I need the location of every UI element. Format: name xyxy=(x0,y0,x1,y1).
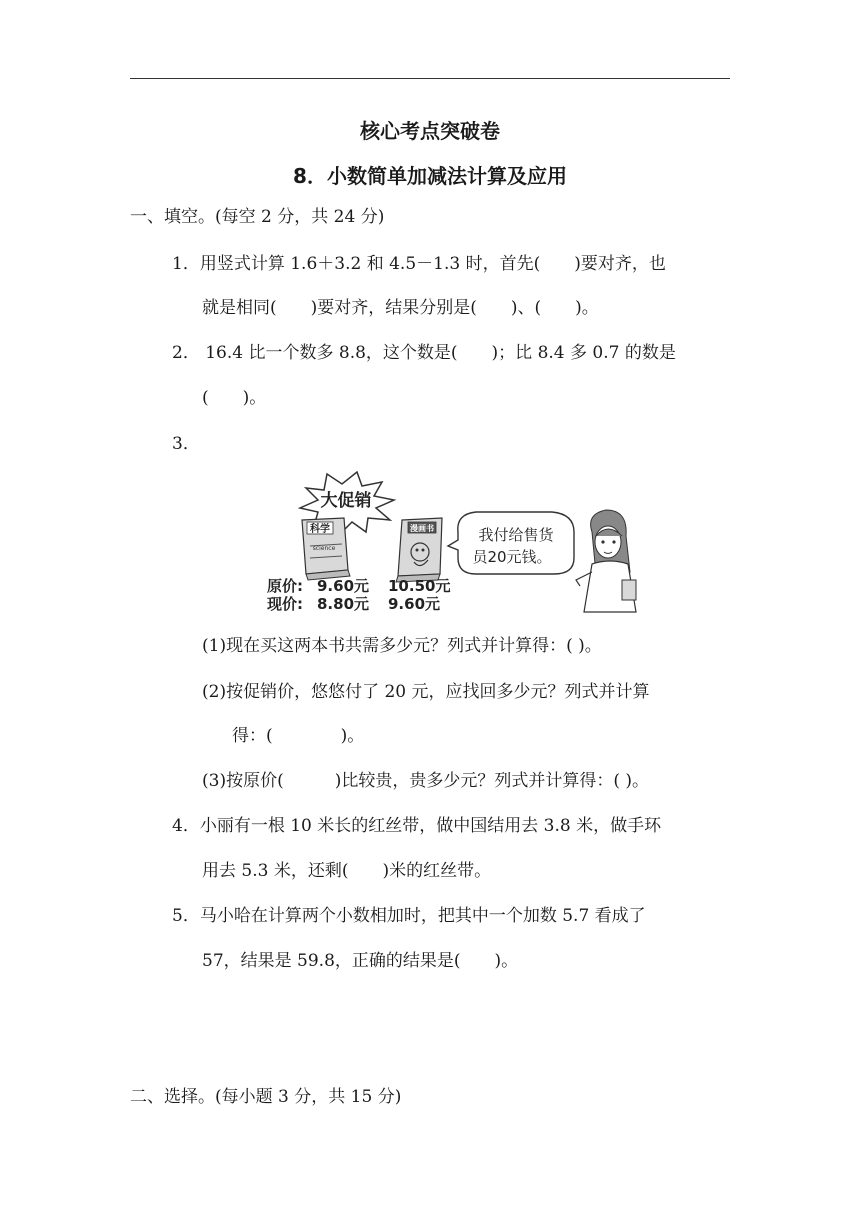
science-original-price: 9.60元 xyxy=(317,577,370,595)
original-price-label: 原价: xyxy=(267,577,303,595)
question-2-line2: ( )。 xyxy=(202,388,267,408)
question-1-line1: 1．用竖式计算 1.6＋3.2 和 4.5－1.3 时，首先( )要对齐，也 xyxy=(172,254,666,274)
comic-original-price: 10.50元 xyxy=(388,577,451,595)
comic-book-title: 漫画书 xyxy=(410,524,434,533)
page-title: 核心考点突破卷 xyxy=(360,119,500,143)
girl-figure-icon xyxy=(576,510,636,612)
current-price-label: 现价: xyxy=(267,595,303,613)
section2-heading: 二、选择。(每小题 3 分，共 15 分) xyxy=(130,1087,402,1107)
question-3-sub2-line1: (2)按促销价，悠悠付了 20 元，应找回多少元？列式并计算 xyxy=(202,682,650,702)
science-book-title: 科学 xyxy=(310,524,330,535)
question-4-line1: 4．小丽有一根 10 米长的红丝带，做中国结用去 3.8 米，做手环 xyxy=(172,816,662,836)
question-3-sub3: (3)按原价( )比较贵，贵多少元？列式并计算得：( )。 xyxy=(202,771,650,791)
question-5-line2: 57，结果是 59.8，正确的结果是( )。 xyxy=(202,951,519,971)
question-3-number: 3． xyxy=(172,434,200,454)
science-book-subtitle: science xyxy=(312,545,336,552)
sale-burst-text: 大促销 xyxy=(320,491,372,511)
question-1-line2: 就是相同( )要对齐，结果分别是( )、( )。 xyxy=(202,298,599,318)
page-subtitle: 8．小数简单加减法计算及应用 xyxy=(293,164,567,188)
question-5-line1: 5．马小哈在计算两个小数相加时，把其中一个加数 5.7 看成了 xyxy=(172,906,646,926)
speech-line-2: 员20元钱。 xyxy=(472,548,552,566)
question-2-line1: 2． 16.4 比一个数多 8.8，这个数是( )；比 8.4 多 0.7 的数是 xyxy=(172,343,676,363)
comic-current-price: 9.60元 xyxy=(388,595,441,613)
promotion-illustration xyxy=(262,462,652,618)
speech-line-1: 我付给售货 xyxy=(478,526,554,544)
science-current-price: 8.80元 xyxy=(317,595,370,613)
header-rule xyxy=(130,78,730,79)
question-3-sub2-line2: 得：( )。 xyxy=(232,726,365,746)
question-3-sub1: (1)现在买这两本书共需多少元？列式并计算得：( )。 xyxy=(202,636,602,656)
question-4-line2: 用去 5.3 米，还剩( )米的红丝带。 xyxy=(202,861,492,881)
section1-heading: 一、填空。(每空 2 分，共 24 分) xyxy=(130,207,385,227)
